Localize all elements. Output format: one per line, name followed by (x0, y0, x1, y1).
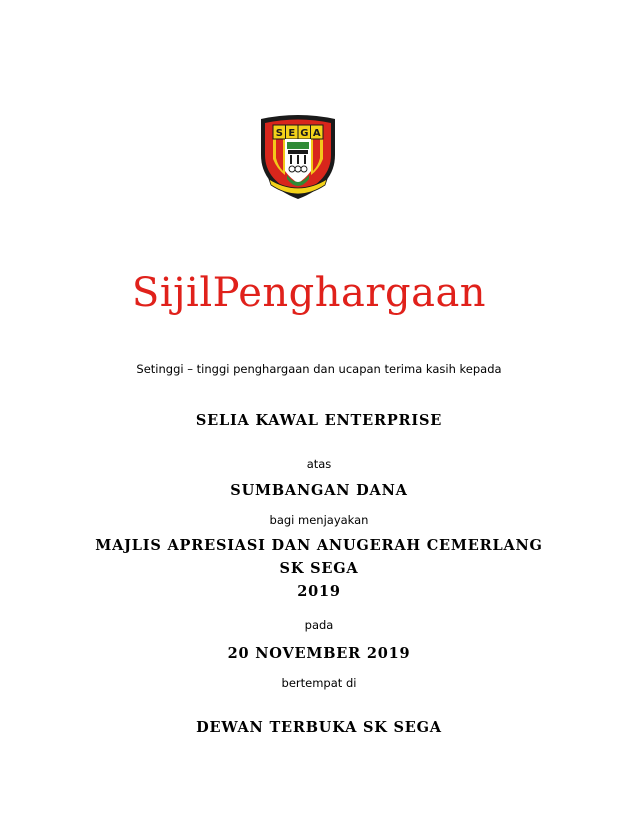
contribution-text: SUMBANGAN DANA (230, 482, 408, 499)
event-name-line1: MAJLIS APRESIASI DAN ANUGERAH CEMERLANG (95, 537, 543, 554)
intro-text: Setinggi – tinggi penghargaan dan ucapan terima kasih kepada (136, 362, 502, 376)
event-name-line2: SK SEGA (279, 560, 359, 577)
certificate-title: SijilPenghargaan (131, 270, 487, 316)
bagi-text: bagi menjayakan (269, 513, 369, 527)
bertempat-text: bertempat di (281, 676, 357, 690)
atas-text: atas (306, 457, 332, 471)
event-date: 20 NOVEMBER 2019 (227, 645, 411, 662)
event-year: 2019 (297, 583, 341, 600)
school-crest-logo (255, 113, 341, 203)
crest-letter-g: G (300, 128, 309, 139)
pada-text: pada (304, 618, 334, 632)
crest-letter-e: E (288, 128, 296, 139)
crest-letter-a: A (312, 128, 321, 139)
crest-letter-s: S (275, 128, 283, 139)
recipient-name: SELIA KAWAL ENTERPRISE (195, 412, 443, 429)
venue-text: DEWAN TERBUKA SK SEGA (196, 719, 442, 736)
